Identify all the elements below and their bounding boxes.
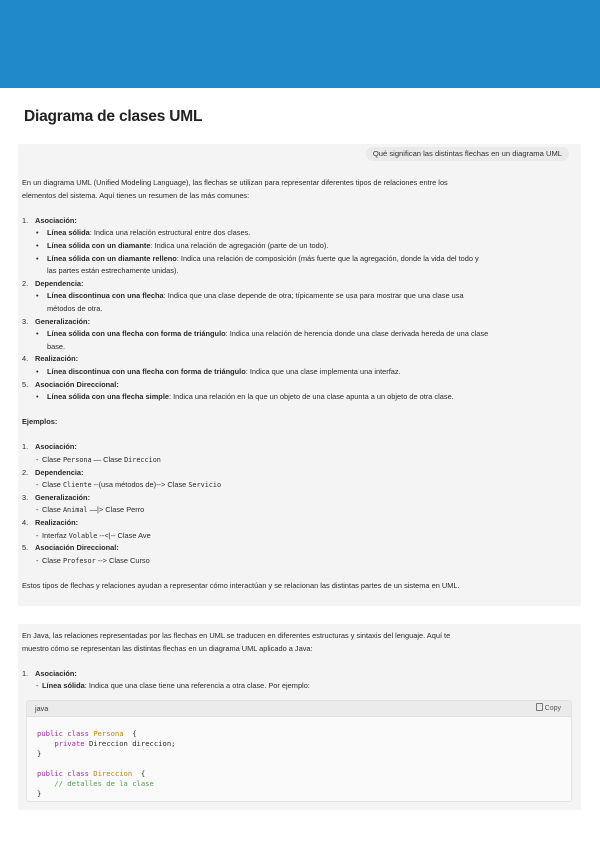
- chat-card-1: [18, 144, 581, 606]
- bullet-lead: Línea sólida con un diamante relleno: [47, 253, 177, 263]
- bullet-text: : Indica una relación en la que un objeto de una clase apunta a un objeto de otra clase.: [168, 392, 454, 402]
- list-item: [22, 215, 550, 228]
- answer-intro-line-2: elementos del sistema. Aquí tienes un resumen de las más comunes:: [22, 190, 250, 200]
- chat-card-2: [18, 624, 581, 810]
- list-item: [22, 316, 550, 329]
- item-number: 2.: [22, 467, 29, 477]
- item-label: Asociación Direccional:: [35, 379, 119, 389]
- item-number: 3.: [22, 492, 29, 502]
- example-text: Interfaz: [42, 530, 69, 540]
- bullet-lead: Línea sólida con una flecha con forma de triángulo: [47, 329, 226, 339]
- list-item: [22, 278, 550, 291]
- example-text: Clase: [42, 455, 63, 465]
- list-item: [22, 467, 550, 480]
- class-name: Volable: [68, 531, 98, 540]
- code-language: java: [35, 704, 49, 713]
- code-content: [27, 717, 571, 799]
- example-item: [22, 555, 550, 568]
- code-header: [27, 701, 571, 717]
- item-label: Asociación Direccional:: [35, 543, 119, 553]
- code-token: }: [37, 749, 42, 758]
- example-item: [22, 530, 550, 543]
- sub-item: [22, 680, 550, 693]
- code-line: [37, 729, 571, 739]
- copy-button[interactable]: [536, 701, 561, 717]
- example-text: —|> Clase Perro: [87, 505, 145, 515]
- header-bar: [0, 0, 600, 88]
- class-name: Cliente: [62, 481, 92, 490]
- bullet-text: : Indica una relación estructural entre dos clases.: [89, 228, 251, 238]
- answer-intro-line-1: En un diagrama UML (Unified Modeling Language), las flechas se utilizan para representar diferentes tipos de relaciones entre los: [22, 178, 448, 187]
- class-name: Profesor: [62, 556, 96, 565]
- bullet-item: [22, 227, 550, 240]
- example-text: — Clase: [91, 455, 125, 465]
- example-text: Clase: [42, 505, 63, 515]
- example-item: [22, 504, 550, 517]
- bullet-text: : Indica una relación de composición (más fuerte que la agregación, donde la vida del todo y: [176, 253, 479, 263]
- item-number: 1.: [22, 442, 29, 452]
- code-token: Persona: [93, 729, 124, 738]
- list-item: [22, 542, 550, 555]
- code-line: [37, 759, 571, 769]
- answer-2-intro-line-2: muestro cómo se representan las distintas flechas en un diagrama UML aplicado a Java:: [22, 643, 313, 653]
- bullet-item: [22, 253, 550, 278]
- item-number: 5.: [22, 543, 29, 553]
- relation-types-list: [22, 215, 550, 404]
- example-text: Clase: [42, 480, 63, 490]
- bullet-item: [22, 366, 550, 379]
- answer-2-body: [22, 630, 550, 693]
- answer-1-body: [22, 177, 550, 593]
- class-name: Animal: [62, 506, 88, 515]
- item-label: Generalización:: [35, 316, 91, 326]
- code-line: [37, 749, 571, 759]
- bullet-text: : Indica que una clase implementa una interfaz.: [245, 366, 401, 376]
- class-name: Direccion: [124, 456, 161, 465]
- page-title: Diagrama de clases UML: [24, 108, 203, 125]
- bullet-item: [22, 391, 550, 404]
- bullet-item: [22, 328, 550, 353]
- item-number: 3.: [22, 316, 29, 326]
- item-number: 4.: [22, 518, 29, 528]
- example-text: --> Clase Curso: [95, 555, 150, 565]
- answer-2-intro-line-1: En Java, las relaciones representadas por las flechas en UML se traducen en diferentes estructuras y sintaxis del lenguaje. Aquí te: [22, 631, 451, 640]
- example-text: --(usa métodos de)--> Clase: [91, 480, 189, 490]
- list-item: [22, 517, 550, 530]
- list-item: [22, 668, 550, 681]
- item-label: Dependencia:: [35, 278, 84, 288]
- class-name: Servicio: [188, 481, 222, 490]
- bullet-lead: Línea sólida: [47, 228, 90, 238]
- code-token: public class: [37, 769, 94, 778]
- examples-heading: Ejemplos:: [22, 417, 58, 427]
- code-token: public class: [37, 729, 94, 738]
- list-item: [22, 353, 550, 366]
- code-block: [26, 700, 572, 802]
- code-token: [37, 739, 54, 748]
- bullet-item: [22, 240, 550, 253]
- example-item: [22, 479, 550, 492]
- example-text: Clase: [42, 555, 63, 565]
- list-item: [22, 379, 550, 392]
- bullet-lead: Línea sólida con una flecha simple: [47, 392, 169, 402]
- bullet-text: : Indica que una clase depende de otra; típicamente se usa para mostrar que una clase usa: [163, 291, 464, 301]
- bullet-lead: Línea sólida con un diamante: [47, 240, 151, 250]
- user-question-bubble: Qué significan las distintas flechas en un diagrama UML: [366, 147, 569, 161]
- code-line: [37, 789, 571, 799]
- code-token: Direccion: [93, 769, 133, 778]
- code-line: [37, 779, 571, 789]
- code-line: [37, 739, 571, 749]
- item-label: Realización:: [35, 354, 79, 364]
- sub-item-text: : Indica que una clase tiene una referencia a otra clase. Por ejemplo:: [84, 681, 310, 691]
- item-label: Asociación:: [35, 442, 77, 452]
- bullet-lead: Línea discontinua con una flecha: [47, 291, 164, 301]
- code-token: Direccion direccion;: [88, 739, 176, 748]
- bullet-item: [22, 290, 550, 315]
- list-item: [22, 492, 550, 505]
- item-number: 1.: [22, 215, 29, 225]
- item-label: Dependencia:: [35, 467, 84, 477]
- bullet-lead: Línea discontinua con una flecha con forma de triángulo: [47, 366, 246, 376]
- item-label: Asociación:: [35, 215, 77, 225]
- item-label: Realización:: [35, 518, 79, 528]
- list-item: [22, 441, 550, 454]
- copy-label: Copy: [544, 705, 561, 712]
- item-number: 1.: [22, 668, 29, 678]
- code-token: {: [123, 729, 137, 738]
- bullet-text-cont: métodos de otra.: [47, 303, 103, 313]
- example-item: [22, 454, 550, 467]
- item-number: 4.: [22, 354, 29, 364]
- sub-item-lead: Línea sólida: [42, 681, 85, 691]
- code-token: {: [132, 769, 146, 778]
- item-number: 5.: [22, 379, 29, 389]
- bullet-text: : Indica una relación de herencia donde una clase derivada hereda de una clase: [225, 329, 489, 339]
- code-line: [37, 769, 571, 779]
- item-label: Asociación:: [35, 668, 77, 678]
- code-token: private: [54, 739, 89, 748]
- class-name: Persona: [62, 456, 92, 465]
- bullet-text: : Indica una relación de agregación (parte de un todo).: [150, 240, 329, 250]
- copy-icon: [536, 703, 543, 711]
- bullet-text-cont: base.: [47, 341, 66, 351]
- example-text: --<|-- Clase Ave: [97, 530, 151, 540]
- code-token: // detalles de la clase: [37, 779, 154, 788]
- examples-list: [22, 441, 550, 567]
- item-number: 2.: [22, 278, 29, 288]
- item-label: Generalización:: [35, 492, 91, 502]
- code-token: }: [37, 789, 42, 798]
- answer-closing: Estos tipos de flechas y relaciones ayudan a representar cómo interactúan y se relacionan las distintas partes de un sistema en UML.: [22, 581, 460, 590]
- bullet-text-cont: las partes están estrechamente unidas).: [47, 266, 179, 276]
